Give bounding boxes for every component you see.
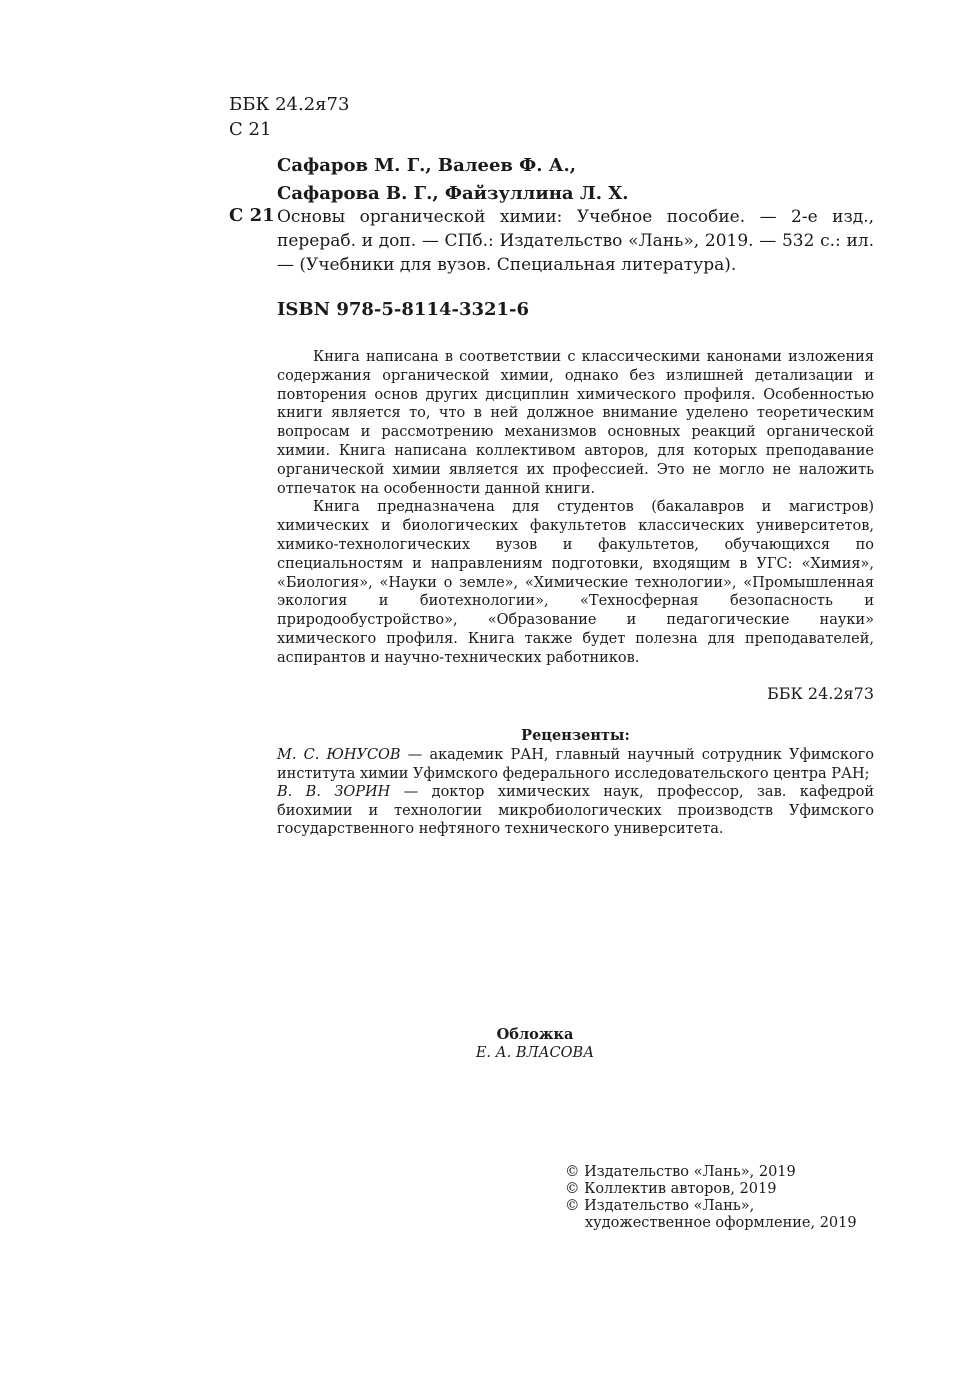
catalog-code: С 21 <box>229 205 275 226</box>
authors <box>277 152 629 208</box>
copyright-line: © Издательство «Лань», 2019 <box>565 1164 796 1180</box>
reviewer-name: В. В. ЗОРИН <box>277 784 391 800</box>
reviewers-list <box>277 746 874 839</box>
bibliographic-description: Основы органической химии: Учебное пособие. — 2-е изд., перераб. и доп. — СПб.: Издательство «Лань», 2019. — 532 с.: ил. — (Учебники для вузов. Специальная литература). <box>277 207 874 275</box>
abstract <box>277 348 874 668</box>
reviewer-entry <box>277 746 874 783</box>
cover-credit <box>435 1026 635 1062</box>
bbk-code: ББК 24.2я73 <box>229 94 350 115</box>
cover-designer: Е. А. ВЛАСОВА <box>475 1045 595 1061</box>
reviewer-details: — доктор химических наук, профессор, зав. кафедрой биохимии и технологии микробиологических производств Уфимского государственного нефтяного технического университета. <box>277 784 874 837</box>
abstract-paragraph: Книга предназначена для студентов (бакалавров и магистров) химических и биологических факультетов классических университетов, химико-технологических вузов и факультетов, обучающихся по специальностям и направлениям подготовки, входящим в УГС: «Химия», «Биология», «Науки о земле», «Химические технологии», «Промышленная экология и биотехнологии», «Техносферная безопасность и природообустройство», «Образование и педагогические науки» химического профиля. Книга также будет полезна для преподавателей, аспирантов и научно-технических работников. <box>277 499 874 666</box>
abstract-paragraph: Книга написана в соответствии с классическими канонами изложения содержания органической химии, однако без излишней детализации и повторения основ других дисциплин химического профиля. Особенностью книги является то, что в ней должное внимание уделено теоретическим вопросам и рассмотрению механизмов основных реакций органической химии. Книга написана коллективом авторов, для которых преподавание органической химии является их профессией. Это не могло не наложить отпечаток на особенности данной книги. <box>277 349 874 497</box>
author-mark: С 21 <box>229 119 272 140</box>
reviewer-entry <box>277 783 874 839</box>
isbn: ISBN 978-5-8114-3321-6 <box>277 299 530 320</box>
copyright-block <box>565 1164 857 1232</box>
copyright-line: © Издательство «Лань», <box>565 1198 755 1214</box>
cover-label: Обложка <box>496 1026 574 1043</box>
bbk-code-right: ББК 24.2я73 <box>766 684 874 703</box>
authors-line: Сафарова В. Г., Файзуллина Л. Х. <box>277 183 629 204</box>
authors-line: Сафаров М. Г., Валеев Ф. А., <box>277 155 576 176</box>
copyright-line: © Коллектив авторов, 2019 <box>565 1181 777 1197</box>
copyright-line: художественное оформление, 2019 <box>585 1215 857 1231</box>
bbk-block <box>229 92 349 142</box>
reviewer-details: — академик РАН, главный научный сотрудник Уфимского института химии Уфимского федерального исследовательского центра РАН; <box>277 747 874 782</box>
reviewers-title: Рецензенты: <box>521 727 630 744</box>
reviewer-name: М. С. ЮНУСОВ <box>277 747 401 763</box>
